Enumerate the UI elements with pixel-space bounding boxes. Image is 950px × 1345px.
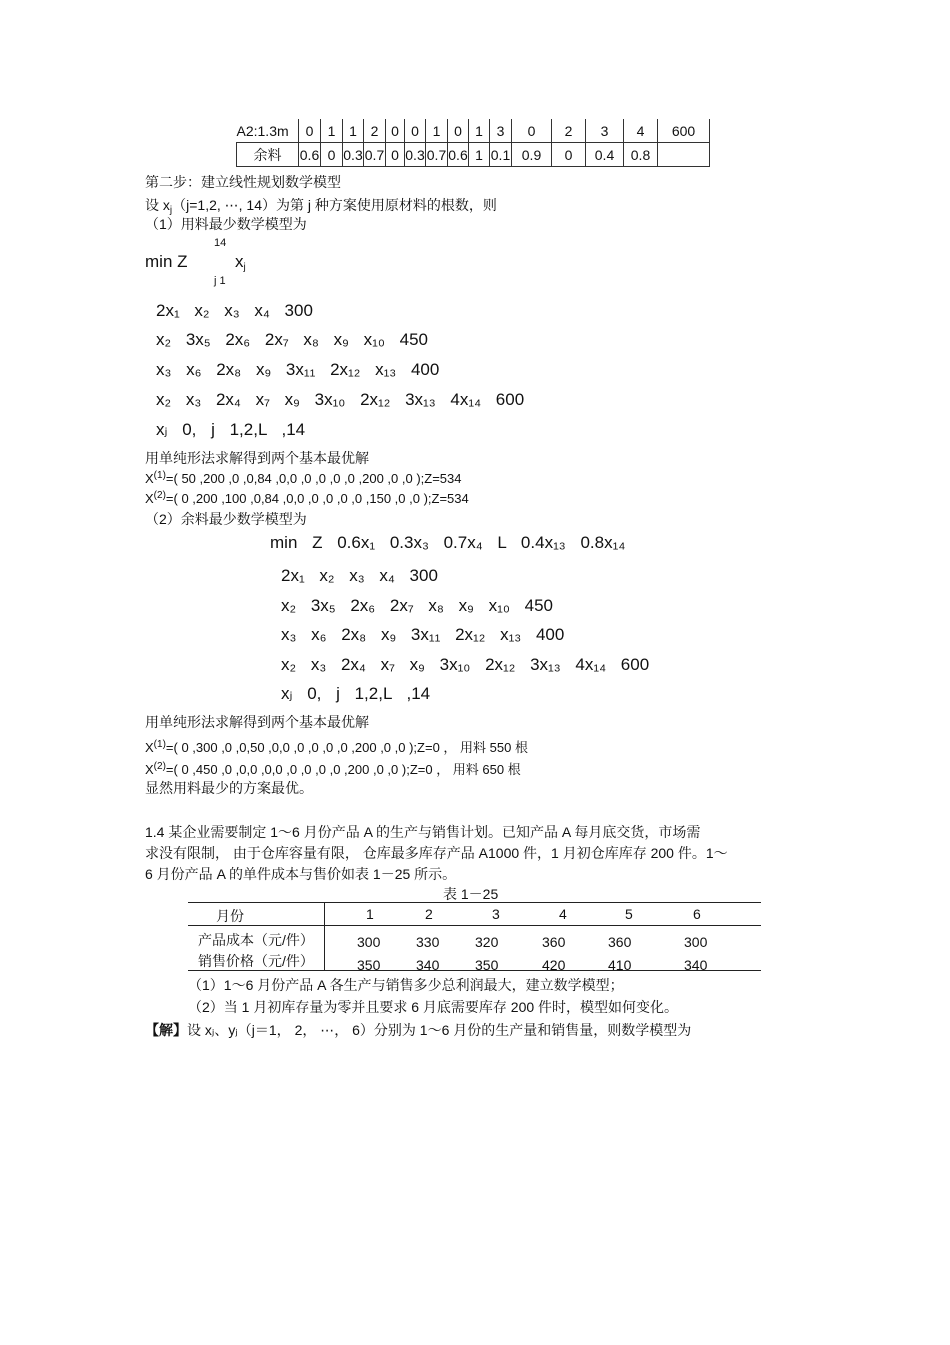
pattern-cell: 1: [426, 119, 448, 143]
obj-var: x: [235, 252, 244, 271]
pattern-row-label: 余料: [237, 143, 299, 167]
pattern-cell: 600: [658, 119, 710, 143]
pattern-cell: 0.9: [512, 143, 552, 167]
pattern-cell: 0.3: [343, 143, 364, 167]
pattern-cell: 1: [321, 119, 343, 143]
cost-cell: 320: [475, 934, 499, 950]
obj-sub: j: [243, 262, 246, 273]
table-top-rule: [188, 902, 761, 903]
model1-constraint-4: x₂ x₃ 2x₄ x₇ x₉ 3x₁₀ 2x₁₂ 3x₁₃ 4x₁₄ 600: [156, 390, 525, 409]
model2-constraint-4: x₂ x₃ 2x₄ x₇ x₉ 3x₁₀ 2x₁₂ 3x₁₃ 4x₁₄ 600: [281, 655, 650, 674]
pattern-cell: 0.4: [586, 143, 624, 167]
cost-cell: 300: [684, 934, 708, 950]
pattern-cell: 4: [624, 119, 658, 143]
model2-constraint-3: x₃ x₆ 2x₈ x₉ 3x₁₁ 2x₁₂ x₁₃ 400: [281, 625, 565, 644]
table-divider: [324, 902, 325, 970]
model1-constraint-1: 2x₁ x₂ x₃ x₄ 300: [156, 301, 313, 320]
pattern-cell: 0: [386, 143, 405, 167]
objective-variable: [235, 252, 246, 273]
cost-cell: 360: [608, 934, 632, 950]
pattern-cell: 1: [469, 119, 490, 143]
pattern-cell: 3: [490, 119, 512, 143]
solution2-x2: [145, 759, 521, 778]
problem-line-2: 求没有限制， 由于仓库容量有限， 仓库最多库存产品 A1000 件，1 月初仓库库存 200 件。1～: [145, 845, 728, 861]
solution2-intro: 用单纯形法求解得到两个基本最优解: [145, 714, 369, 730]
model2-objective: min Z 0.6x₁ 0.3x₃ 0.7x₄ L 0.4x₁₃ 0.8x₁₄: [270, 533, 626, 552]
price-row-label: 销售价格（元/件）: [198, 953, 314, 969]
x-label: X: [145, 740, 154, 755]
solution1-intro: 用单纯形法求解得到两个基本最优解: [145, 450, 369, 466]
question-2: （2）当 1 月初库存量为零并且要求 6 月底需要库存 200 件时，模型如何变化。: [188, 999, 679, 1015]
x-sup: (2): [153, 761, 166, 772]
price-cell: 350: [357, 957, 381, 973]
header-month-label: 月份: [216, 908, 244, 924]
cost-row-label: 产品成本（元/件）: [198, 932, 314, 948]
solution1-x1: [145, 470, 462, 486]
cost-cell: 330: [416, 934, 440, 950]
model2-constraint-2: x₂ 3x₅ 2x₆ 2x₇ x₈ x₉ x₁₀ 450: [281, 596, 554, 615]
x-values: =( 0 ,450 ,0 ,0,0 ,0,0 ,0 ,0 ,0 ,0 ,200 ,0 ,0 );Z=0 ， 用料 650 根: [165, 762, 521, 777]
pattern-cell: 0.3: [405, 143, 426, 167]
pattern-cell: 1: [469, 143, 490, 167]
pattern-row-label: A2:1.3m: [237, 119, 299, 143]
answer-label: 【解】: [145, 1022, 187, 1038]
x-values: =( 0 ,300 ,0 ,0,50 ,0,0 ,0 ,0 ,0 ,0 ,200 ,0 ,0 );Z=0 ， 用料 550 根: [165, 740, 528, 755]
problem-line-1: 1.4 某企业需要制定 1～6 月份产品 A 的生产与销售计划。已知产品 A 每月底交货，市场需: [145, 824, 701, 840]
pattern-cell: [658, 143, 710, 167]
pattern-cell: 0: [405, 119, 426, 143]
pattern-cell: 3: [586, 119, 624, 143]
pattern-cell: 0: [299, 119, 321, 143]
x-label: X: [145, 762, 154, 777]
cutting-pattern-table: [236, 119, 710, 167]
solution1-x2: [145, 490, 469, 506]
define-rest: （j=1,2, ⋯, 14）为第 j 种方案使用原材料的根数，则: [172, 197, 497, 213]
model1-title: （1）用料最少数学模型为: [145, 216, 307, 232]
conclusion: 显然用料最少的方案最优。: [145, 780, 313, 796]
define-sub: j: [169, 205, 173, 216]
pattern-cell: 2: [552, 119, 586, 143]
problem-line-3: 6 月份产品 A 的单件成本与售价如表 1－25 所示。: [145, 866, 457, 882]
x-values: =( 0 ,200 ,100 ,0,84 ,0,0 ,0 ,0 ,0 ,0 ,150 ,0 ,0 );Z=534: [165, 491, 469, 506]
header-month: 5: [625, 906, 633, 922]
header-month: 2: [425, 906, 433, 922]
sum-upper-limit: 14: [214, 237, 227, 249]
model2-title: （2）余料最少数学模型为: [145, 511, 307, 527]
pattern-cell: 1: [343, 119, 364, 143]
solution2-x1: [145, 737, 528, 756]
header-month: 1: [366, 906, 374, 922]
variable-definition: [145, 195, 497, 216]
step2-heading: 第二步：建立线性规划数学模型: [145, 174, 341, 190]
model1-constraint-2: x₂ 3x₅ 2x₆ 2x₇ x₈ x₉ x₁₀ 450: [156, 330, 429, 349]
pattern-cell: 2: [364, 119, 386, 143]
pattern-cell: 0.6: [448, 143, 469, 167]
pattern-cell: 0: [321, 143, 343, 167]
model2-nonnegativity: xⱼ 0, j 1,2,L ,14: [281, 684, 431, 703]
table-header-rule: [188, 925, 761, 926]
model1-nonnegativity: xⱼ 0, j 1,2,L ,14: [156, 420, 306, 439]
header-month: 3: [492, 906, 500, 922]
pattern-row-remainder: [237, 143, 710, 167]
model1-constraint-3: x₃ x₆ 2x₈ x₉ 3x₁₁ 2x₁₂ x₁₃ 400: [156, 360, 440, 379]
header-month: 4: [559, 906, 567, 922]
sum-lower-limit: j 1: [214, 275, 226, 287]
pattern-cell: 0: [552, 143, 586, 167]
pattern-cell: 0: [448, 119, 469, 143]
pattern-cell: 0.7: [426, 143, 448, 167]
x-sup: (2): [153, 490, 166, 501]
pattern-cell: 0.7: [364, 143, 386, 167]
price-cell: 420: [542, 957, 566, 973]
pattern-cell: 0.6: [299, 143, 321, 167]
pattern-cell: 0.8: [624, 143, 658, 167]
table-caption: 表 1－25: [443, 886, 499, 902]
price-cell: 410: [608, 957, 632, 973]
x-values: =( 50 ,200 ,0 ,0,84 ,0,0 ,0 ,0 ,0 ,0 ,200 ,0 ,0 );Z=534: [165, 471, 462, 486]
header-month: 6: [693, 906, 701, 922]
price-cell: 350: [475, 957, 499, 973]
cost-cell: 300: [357, 934, 381, 950]
pattern-row-a2: [237, 119, 710, 143]
price-cell: 340: [416, 957, 440, 973]
x-sup: (1): [153, 470, 166, 481]
pattern-cell: 0.1: [490, 143, 512, 167]
objective-min-z: min Z: [145, 252, 188, 271]
pattern-cell: 0: [512, 119, 552, 143]
x-label: X: [145, 471, 154, 486]
x-label: X: [145, 491, 154, 506]
define-prefix: 设 x: [145, 197, 170, 213]
x-sup: (1): [153, 739, 166, 750]
pattern-cell: 0: [386, 119, 405, 143]
model2-constraint-1: 2x₁ x₂ x₃ x₄ 300: [281, 566, 438, 585]
question-1: （1）1～6 月份产品 A 各生产与销售多少总利润最大，建立数学模型；: [188, 977, 624, 993]
cost-cell: 360: [542, 934, 566, 950]
answer-text: 设 xⱼ、yⱼ（j＝1， 2， ⋯， 6）分别为 1～6 月份的生产量和销售量，则数学模型为: [187, 1022, 692, 1038]
price-cell: 340: [684, 957, 708, 973]
answer-line: [145, 1020, 691, 1040]
